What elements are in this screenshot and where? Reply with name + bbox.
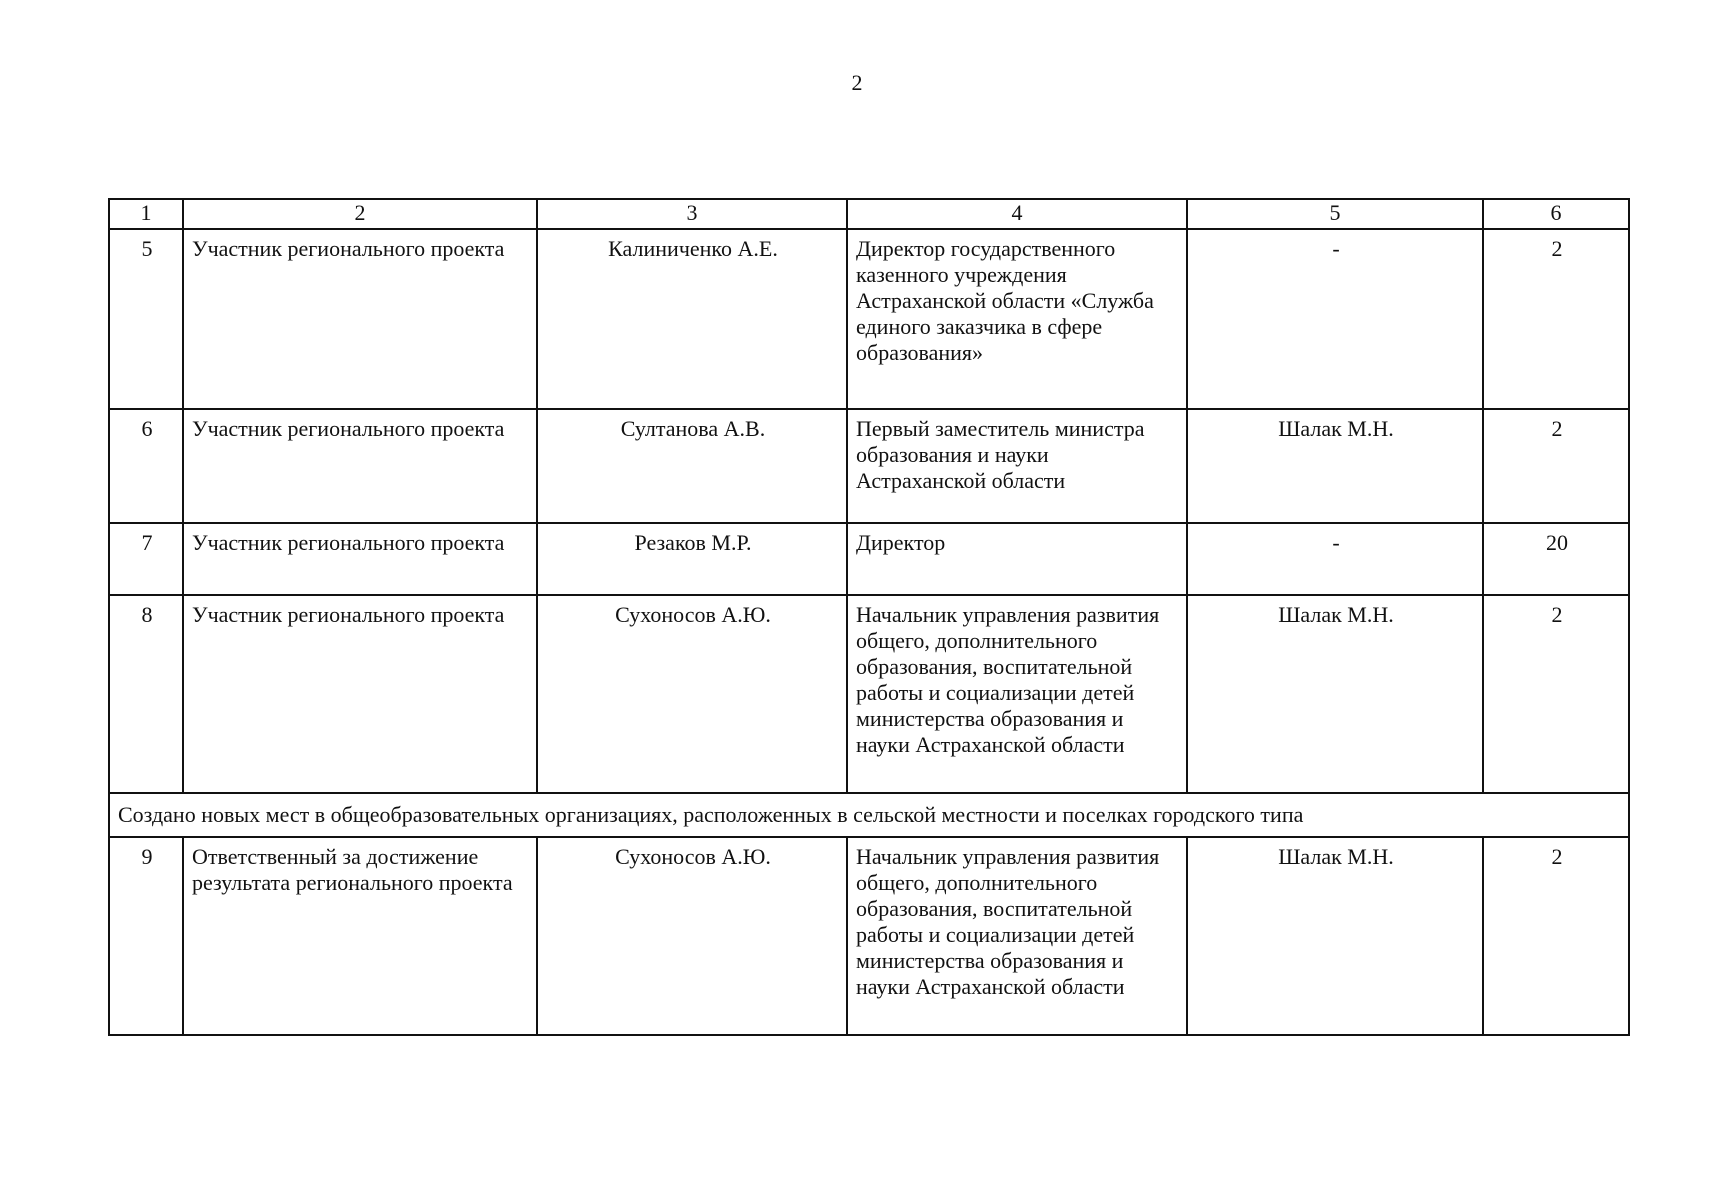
row-number: 9 [109, 837, 183, 1035]
row-position: Директор [847, 523, 1187, 595]
section-title: Создано новых мест в общеобразовательных организациях, расположенных в сельской местности и поселках городского типа [109, 793, 1629, 837]
row-role: Участник регионального проекта [183, 409, 537, 523]
row-name: Сухоносов А.Ю. [537, 595, 847, 793]
row-role: Ответственный за достижение результата регионального проекта [183, 837, 537, 1035]
column-header: 2 [183, 199, 537, 229]
row-name: Султанова А.В. [537, 409, 847, 523]
row-load: 2 [1483, 837, 1629, 1035]
section-header-row [109, 793, 1629, 837]
row-number: 6 [109, 409, 183, 523]
row-supervisor: - [1187, 523, 1483, 595]
participants-table [108, 198, 1630, 1036]
row-position: Первый заместитель министра образования и науки Астраханской области [847, 409, 1187, 523]
column-header: 4 [847, 199, 1187, 229]
row-supervisor: Шалак М.Н. [1187, 595, 1483, 793]
column-header: 6 [1483, 199, 1629, 229]
row-number: 8 [109, 595, 183, 793]
row-position: Начальник управления развития общего, дополнительного образования, воспитательной работы и социализации детей министерства образования и науки Астраханской области [847, 595, 1187, 793]
page-number: 2 [851, 70, 863, 95]
row-name: Резаков М.Р. [537, 523, 847, 595]
table-row [109, 409, 1629, 523]
row-name: Калиниченко А.Е. [537, 229, 847, 409]
row-load: 2 [1483, 595, 1629, 793]
row-supervisor: Шалак М.Н. [1187, 409, 1483, 523]
row-supervisor: Шалак М.Н. [1187, 837, 1483, 1035]
row-position: Начальник управления развития общего, дополнительного образования, воспитательной работы и социализации детей министерства образования и науки Астраханской области [847, 837, 1187, 1035]
row-load: 20 [1483, 523, 1629, 595]
table-row [109, 595, 1629, 793]
table-row [109, 229, 1629, 409]
column-header: 5 [1187, 199, 1483, 229]
row-number: 5 [109, 229, 183, 409]
table-row [109, 837, 1629, 1035]
column-header: 3 [537, 199, 847, 229]
column-header: 1 [109, 199, 183, 229]
row-position: Директор государственного казенного учреждения Астраханской области «Служба единого заказчика в сфере образования» [847, 229, 1187, 409]
row-name: Сухоносов А.Ю. [537, 837, 847, 1035]
row-role: Участник регионального проекта [183, 229, 537, 409]
table-row [109, 523, 1629, 595]
row-load: 2 [1483, 229, 1629, 409]
row-role: Участник регионального проекта [183, 523, 537, 595]
row-load: 2 [1483, 409, 1629, 523]
row-supervisor: - [1187, 229, 1483, 409]
row-role: Участник регионального проекта [183, 595, 537, 793]
row-number: 7 [109, 523, 183, 595]
table-header-row [109, 199, 1629, 229]
